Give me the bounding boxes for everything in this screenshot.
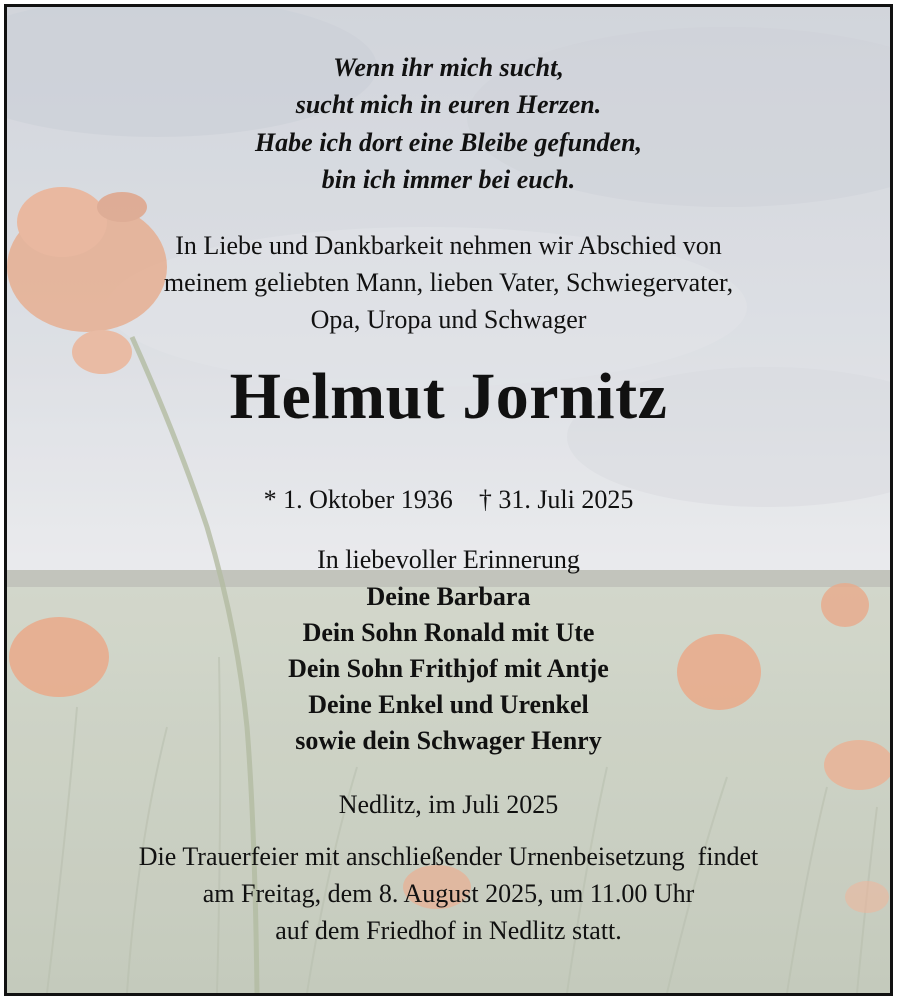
poem-line: Wenn ihr mich sucht, [333,53,564,82]
obituary-text [7,7,890,993]
poem-line: Habe ich dort eine Bleibe gefunden, [254,128,643,157]
intro-line: In Liebe und Dankbarkeit nehmen wir Abschied von [175,231,722,260]
obituary-card [4,4,893,996]
mourner-line: Deine Enkel und Urenkel [308,690,589,719]
intro-line: meinem geliebten Mann, lieben Vater, Schwiegervater, [163,268,734,297]
mourner-line: Deine Barbara [366,582,531,611]
poem-line: sucht mich in euren Herzen. [295,90,602,119]
place-date: Nedlitz, im Juli 2025 [338,790,559,819]
life-dates [7,485,890,515]
birth-date: * 1. Oktober 1936 [263,485,453,514]
death-date: † 31. Juli 2025 [478,485,634,514]
mourner-line: Dein Sohn Ronald mit Ute [302,618,595,647]
intro-line: Opa, Uropa und Schwager [310,305,587,334]
funeral-info-line: am Freitag, dem 8. August 2025, um 11.00 Uhr [202,879,695,908]
deceased-name: Helmut Jornitz [229,360,668,433]
memory-line: In liebevoller Erinnerung [317,545,580,574]
funeral-info-line: auf dem Friedhof in Nedlitz statt. [275,916,622,945]
mourner-line: Dein Sohn Frithjof mit Antje [288,654,609,683]
mourner-line: sowie dein Schwager Henry [295,726,602,755]
poem-line: bin ich immer bei euch. [321,165,576,194]
funeral-info-line: Die Trauerfeier mit anschließender Urnenbeisetzung findet [138,842,759,871]
